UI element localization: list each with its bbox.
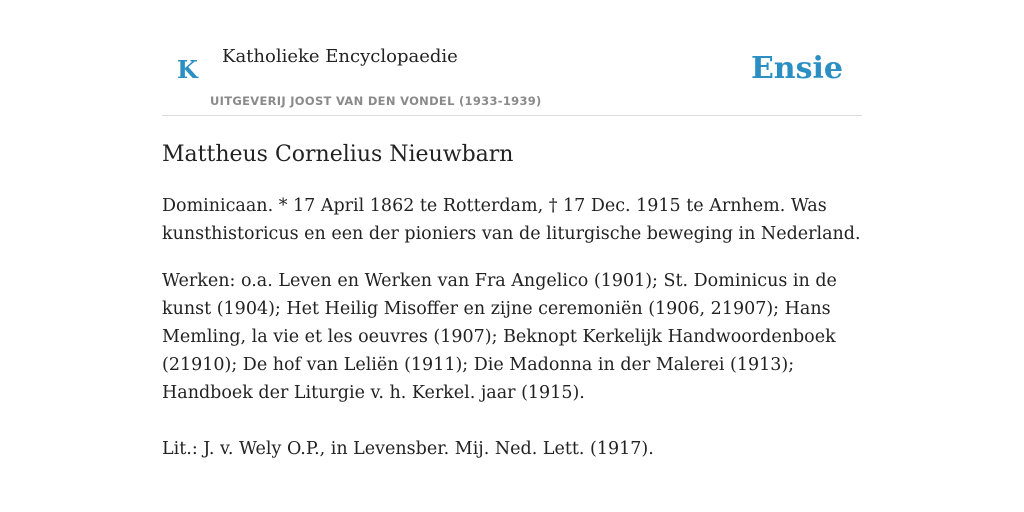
article-title: Mattheus Cornelius Nieuwbarn bbox=[162, 142, 514, 167]
article-paragraph-biography: Dominicaan. * 17 April 1862 te Rotterdam, † 17 Dec. 1915 te Arnhem. Was kunsthistoricus en een der pioniers van de liturgische beweging in Nederland. bbox=[162, 196, 861, 244]
page-container bbox=[162, 0, 862, 459]
site-title[interactable]: Katholieke Encyclopaedie bbox=[222, 46, 458, 67]
article-paragraph-literature: Lit.: J. v. Wely O.P., in Levensber. Mij. Ned. Lett. (1917). bbox=[162, 439, 654, 459]
ensie-brand-link[interactable]: Ensie bbox=[750, 51, 843, 86]
publisher-label: UITGEVERIJ JOOST VAN DEN VONDEL (1933-1939) bbox=[210, 94, 542, 108]
site-logo[interactable]: K bbox=[177, 55, 198, 84]
site-header bbox=[162, 0, 862, 116]
article-paragraph-works: Werken: o.a. Leven en Werken van Fra Angelico (1901); St. Dominicus in de kunst (1904); Het Heilig Misoffer en zijne ceremoniën (1906, 21907); Hans Memling, la vie et les oeuvres (1907); Beknopt Kerkelijk Handwoordenboek (21910); De hof van Leliën (1911); Die Madonna in der Malerei (1913); Handboek der Liturgie v. h. Kerkel. jaar (1915). bbox=[162, 271, 837, 403]
